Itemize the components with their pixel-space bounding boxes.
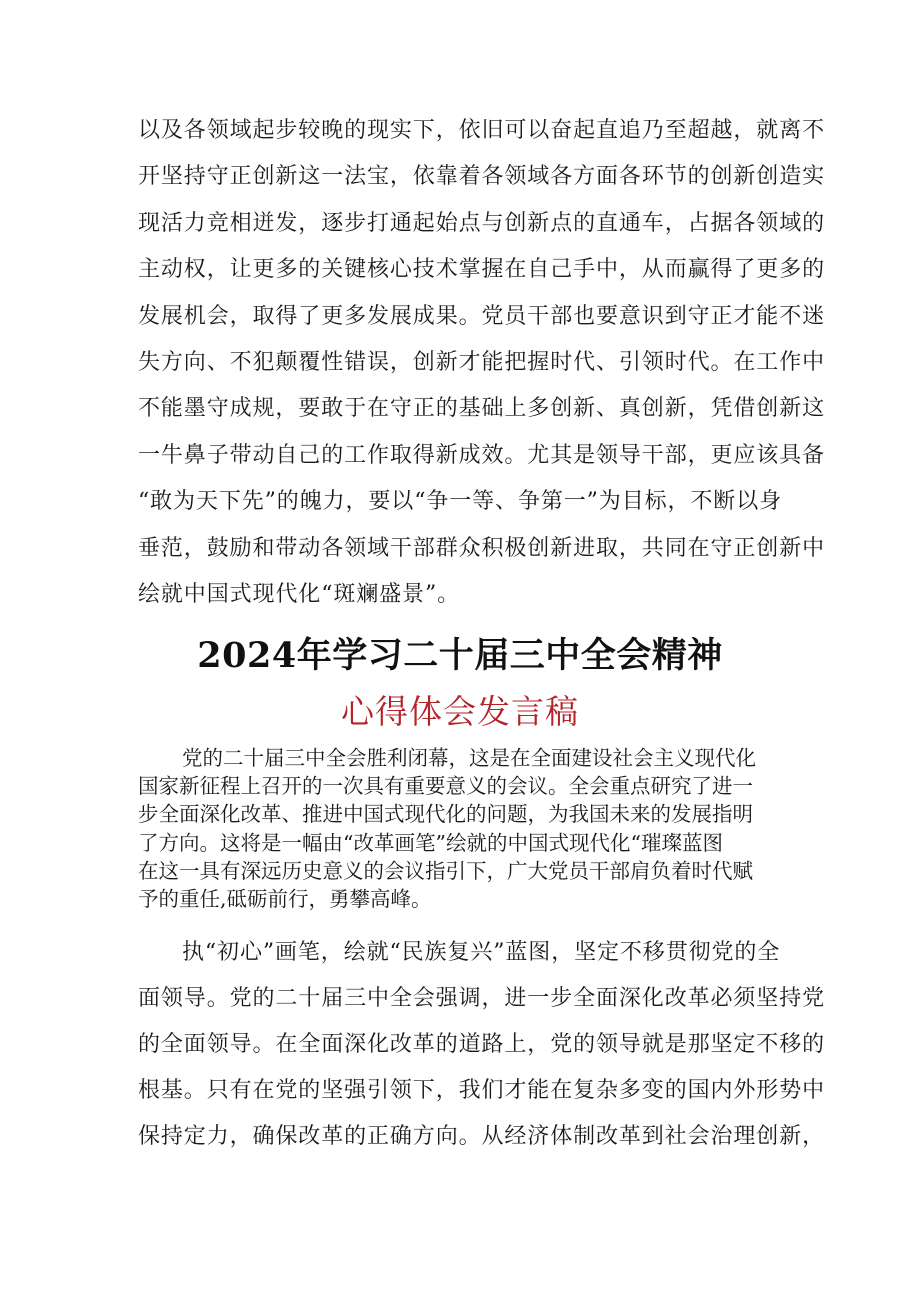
paragraph-line: 执“初心”画笔，绘就“民族复兴”蓝图，坚定不移贯彻党的全 [182, 940, 781, 965]
paragraph-line: 的全面领导。在全面深化改革的道路上，党的领导就是那坚定不移的 [138, 1032, 826, 1057]
paragraph-line: 绘就中国式现代化“斑斓盛景”。 [138, 581, 460, 607]
paragraph-line: 党的二十届三中全会胜利闭幕，这是在全面建设社会主义现代化 [182, 746, 756, 770]
intro-paragraph [138, 744, 798, 913]
paragraph-line: 一牛鼻子带动自己的工作取得新成效。尤其是领导干部，更应该具备 [138, 442, 826, 468]
paragraph-line: 了方向。这将是一幅由“改革画笔”绘就的中国式现代化“璀璨蓝图 [138, 830, 723, 855]
paragraph-line: 以及各领域起步较晚的现实下，依旧可以奋起直追乃至超越，就离不 [138, 118, 826, 143]
paragraph-line: 失方向、不犯颠覆性错误，创新才能把握时代、引领时代。在工作中 [138, 349, 826, 375]
paragraph-line: 主动权，让更多的关键核心技术掌握在自己手中，从而赢得了更多的 [138, 257, 826, 283]
paragraph-line: 在这一具有深远历史意义的会议指引下，广大党员干部肩负着时代赋 [138, 858, 753, 883]
paragraph-line: 面领导。党的二十届三中全会强调，进一步全面深化改革必须坚持党 [138, 986, 826, 1011]
paragraph-line: 发展机会，取得了更多发展成果。党员干部也要意识到守正才能不迷 [138, 303, 826, 329]
paragraph-line: 不能墨守成规，要敢于在守正的基础上多创新、真创新，凭借创新这 [138, 396, 826, 422]
document-title: 2024年学习二十届三中全会精神 [197, 635, 723, 676]
top-paragraph [138, 108, 826, 618]
paragraph-line: 开坚持守正创新这一法宝，依靠着各领域各方面各环节的创新创造实 [138, 164, 826, 190]
paragraph-line: 予的重任,砥砺前行，勇攀高峰。 [138, 886, 432, 911]
paragraph-line: 国家新征程上召开的一次具有重要意义的会议。全会重点研究了进一 [138, 774, 753, 799]
paragraph-line: 保持定力，确保改革的正确方向。从经济体制改革到社会治理创新， [138, 1124, 826, 1149]
paragraph-line: 现活力竞相迸发，逐步打通起始点与创新点的直通车，占据各领域的 [138, 210, 826, 236]
paragraph-line: 步全面深化改革、推进中国式现代化的问题，为我国未来的发展指明 [138, 802, 753, 827]
paragraph-line: 垂范，鼓励和带动各领域干部群众积极创新进取，共同在守正创新中 [138, 535, 826, 561]
body-paragraph [138, 930, 826, 1160]
paragraph-line: “敢为天下先”的魄力，要以“争一等、争第一”为目标，不断以身 [138, 489, 782, 515]
paragraph-line: 根基。只有在党的坚强引领下，我们才能在复杂多变的国内外形势中 [138, 1078, 826, 1103]
document-subtitle: 心得体会发言稿 [341, 692, 579, 731]
